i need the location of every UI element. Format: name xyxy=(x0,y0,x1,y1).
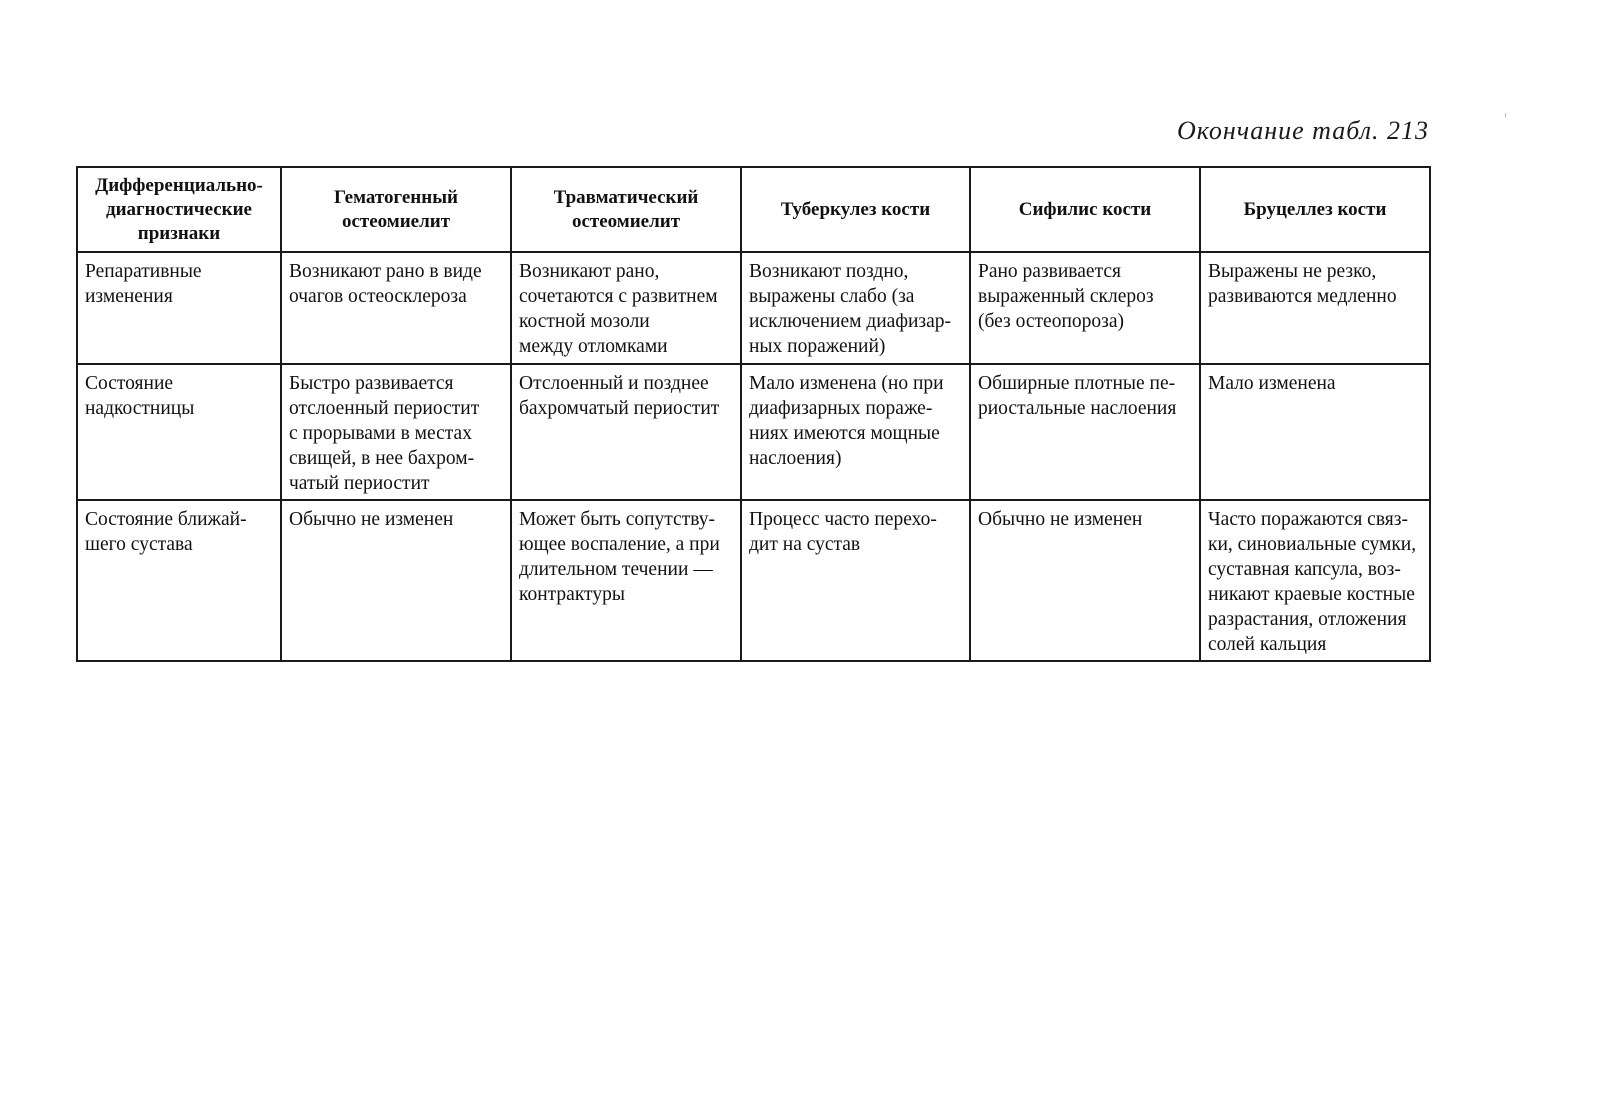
table-caption: Окончание табл. 213 xyxy=(1176,116,1429,145)
cell-text: Рано развивается выраженный склероз (без остеопороза) xyxy=(978,261,1154,332)
table-cell xyxy=(1200,364,1430,500)
table-cell xyxy=(511,500,741,661)
table-cell xyxy=(511,252,741,364)
table-cell xyxy=(77,252,281,364)
cell-text: Репаративные изменения xyxy=(85,261,202,307)
table-row xyxy=(77,364,1430,500)
table-cell xyxy=(281,364,511,500)
header-hematogenous-osteomyelitis xyxy=(281,167,511,252)
table-row xyxy=(77,500,1430,661)
header-bone-brucellosis xyxy=(1200,167,1430,252)
table-cell xyxy=(970,500,1200,661)
table-cell xyxy=(281,500,511,661)
table-cell xyxy=(741,364,970,500)
header-label: Травматический остеомиелит xyxy=(553,186,699,232)
header-label: Дифференциально- диагностические признаки xyxy=(95,174,263,244)
table-cell xyxy=(741,252,970,364)
cell-text: Обычно не изменен xyxy=(978,509,1143,530)
cell-text: Часто поражаются связ- ки, синовиальные сумки, суставная капсула, воз- никают краевые костные разрастания, отложения солей кальция xyxy=(1208,509,1417,655)
header-label: Туберкулез кости xyxy=(780,198,931,220)
cell-text: Состояние надкостницы xyxy=(85,373,195,419)
cell-text: Отслоенный и позднее бахромчатый периостит xyxy=(519,373,720,419)
cell-text: Выражены не резко, развиваются медленно xyxy=(1208,261,1397,307)
cell-text: Процесс часто перехо- дит на сустав xyxy=(749,509,937,555)
table-cell xyxy=(741,500,970,661)
cell-text: Мало изменена (но при диафизарных пораже- ниях имеются мощные наслоения) xyxy=(749,373,944,469)
table-cell xyxy=(1200,500,1430,661)
header-label: Сифилис кости xyxy=(1018,198,1152,220)
cell-text: Возникают рано в виде очагов остеосклероза xyxy=(289,261,482,307)
cell-text: Состояние ближай- шего сустава xyxy=(85,509,247,555)
cell-text: Возникают поздно, выражены слабо (за исключением диафизар- ных поражений) xyxy=(749,261,952,357)
cell-text: Мало изменена xyxy=(1208,373,1336,394)
header-bone-tuberculosis xyxy=(741,167,970,252)
table-cell xyxy=(970,252,1200,364)
cell-text: Возникают рано, сочетаются с развитнем костной мозоли между отломками xyxy=(519,261,718,357)
table-cell xyxy=(77,500,281,661)
cell-text: Обычно не изменен xyxy=(289,509,454,530)
table-row xyxy=(77,252,1430,364)
header-traumatic-osteomyelitis xyxy=(511,167,741,252)
cell-text: Может быть сопутству- ющее воспаление, а при длительном течении — контрактуры xyxy=(519,509,720,605)
cell-text: Обширные плотные пе- риостальные наслоения xyxy=(978,373,1177,419)
scan-mark xyxy=(1505,113,1506,117)
table-cell xyxy=(970,364,1200,500)
table-cell xyxy=(1200,252,1430,364)
cell-text: Быстро развивается отслоенный периостит с прорывами в местах свищей, в нее бахром- чатый периостит xyxy=(289,373,480,494)
header-label: Бруцеллез кости xyxy=(1243,198,1387,220)
table-cell xyxy=(77,364,281,500)
header-label: Гематогенный остеомиелит xyxy=(334,186,458,232)
comparison-table xyxy=(76,166,1431,662)
header-bone-syphilis xyxy=(970,167,1200,252)
table-cell xyxy=(511,364,741,500)
table-cell xyxy=(281,252,511,364)
table-header-row xyxy=(77,167,1430,252)
header-criteria xyxy=(77,167,281,252)
